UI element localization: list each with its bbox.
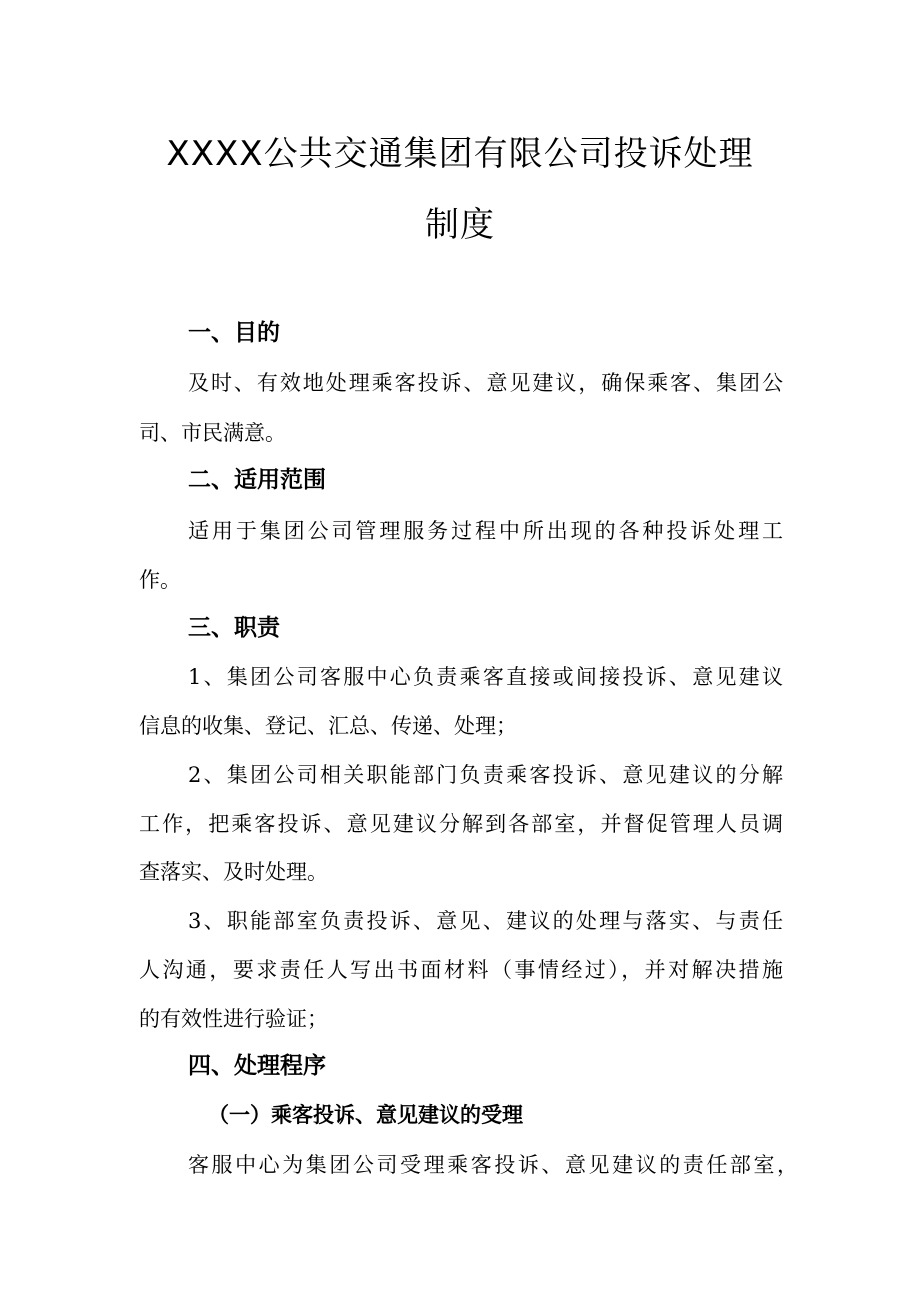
paragraph-line: 1、集团公司客服中心负责乘客直接或间接投诉、意见建议	[188, 665, 783, 689]
paragraph-line: 工作，把乘客投诉、意见建议分解到各部室，并督促管理人员调	[139, 812, 783, 836]
paragraph-line: 的有效性进行验证；	[139, 1007, 328, 1031]
paragraph-line: 信息的收集、登记、汇总、传递、处理；	[139, 714, 517, 738]
subsection-heading-acceptance: （一）乘客投诉、意见建议的受理	[208, 1103, 523, 1127]
paragraph-line: 人沟通，要求责任人写出书面材料（事情经过），并对解决措施	[139, 958, 783, 982]
paragraph-line: 适用于集团公司管理服务过程中所出现的各种投诉处理工	[188, 519, 783, 543]
paragraph-line: 及时、有效地处理乘客投诉、意见建议，确保乘客、集团公	[188, 371, 783, 395]
section-heading-procedure: 四、处理程序	[188, 1053, 326, 1079]
section-heading-scope: 二、适用范围	[188, 467, 326, 493]
paragraph-line: 3、职能部室负责投诉、意见、建议的处理与落实、与责任	[188, 909, 783, 933]
paragraph-line: 作。	[139, 568, 181, 592]
paragraph-line: 客服中心为集团公司受理乘客投诉、意见建议的责任部室，	[188, 1153, 798, 1177]
paragraph-line: 2、集团公司相关职能部门负责乘客投诉、意见建议的分解	[188, 763, 783, 787]
document-title-line-1: XXXX公共交通集团有限公司投诉处理	[166, 134, 754, 174]
paragraph-line: 司、市民满意。	[139, 421, 286, 445]
section-heading-duties: 三、职责	[188, 615, 280, 641]
section-heading-purpose: 一、目的	[188, 320, 280, 346]
document-title-line-2: 制度	[425, 205, 495, 245]
paragraph-line: 查落实、及时处理。	[139, 860, 328, 884]
